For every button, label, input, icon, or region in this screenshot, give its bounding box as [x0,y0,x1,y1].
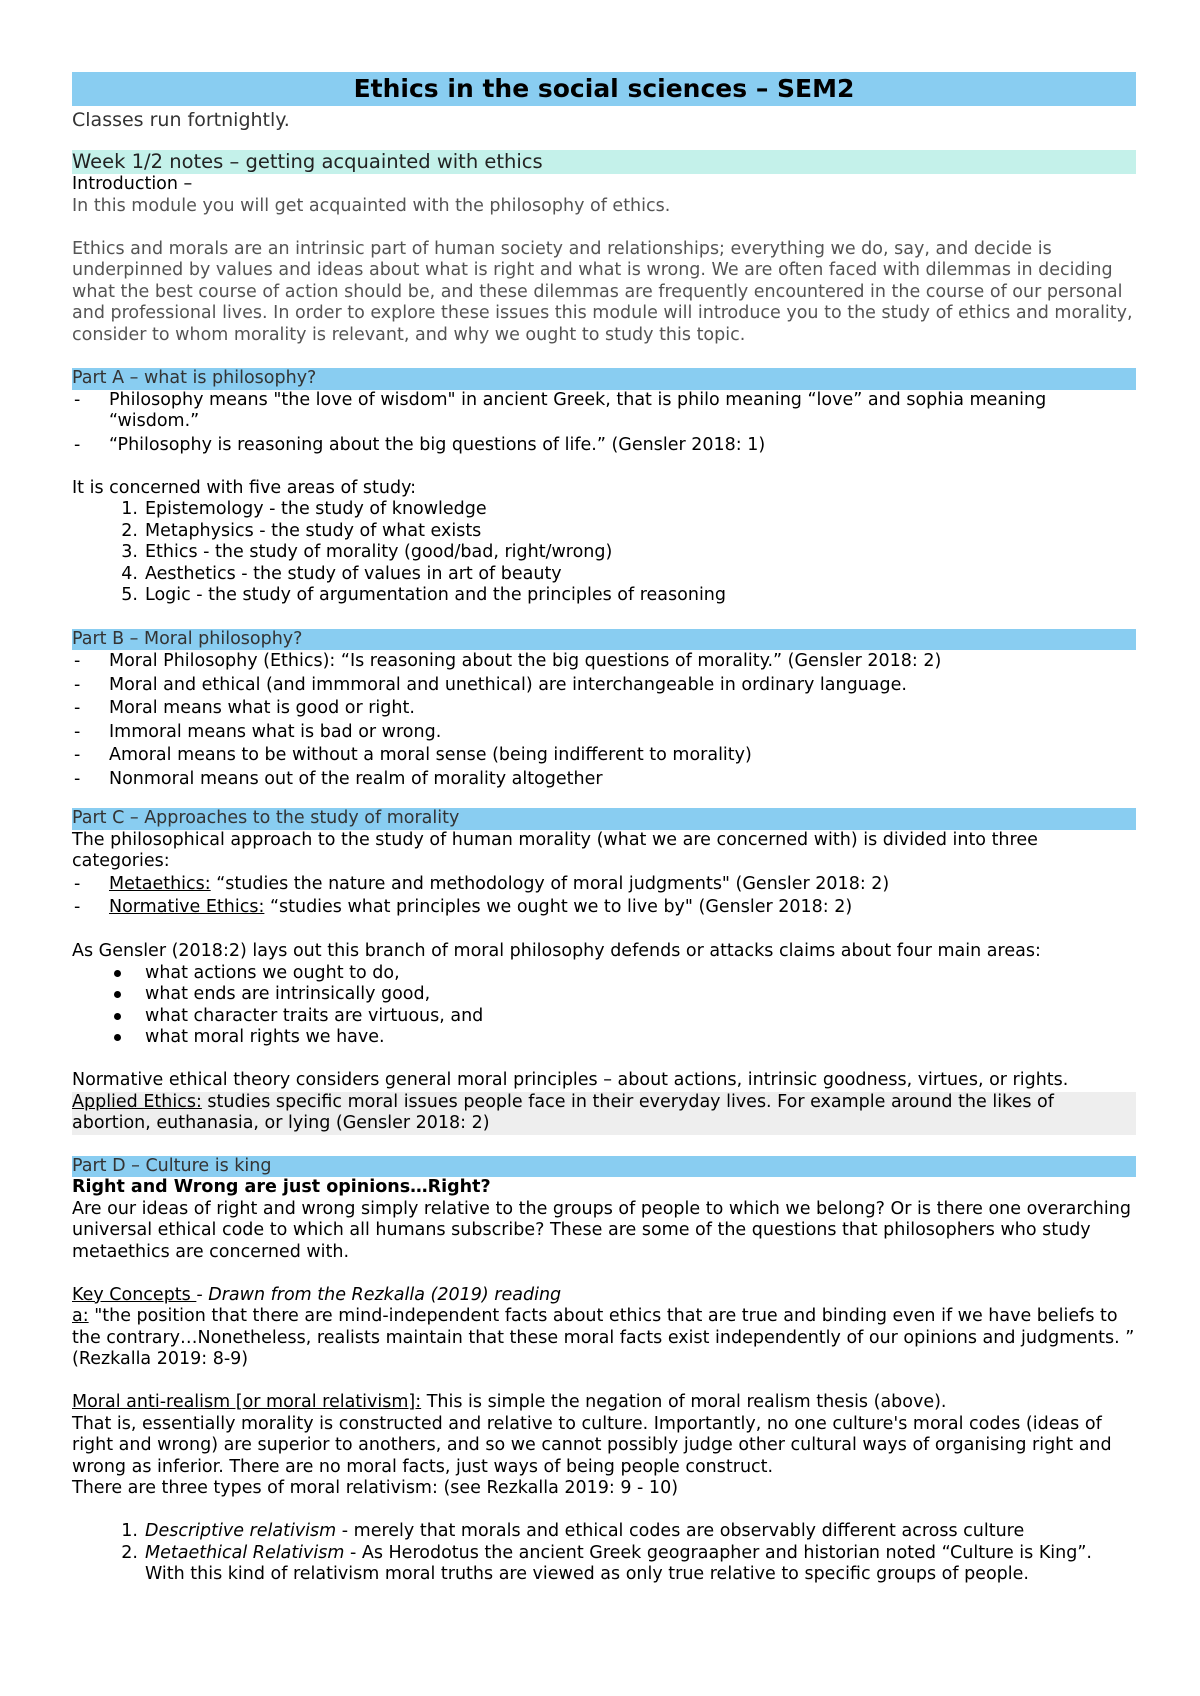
list-item: - Normative Ethics: “studies what principles we ought we to live by" (Gensler 2018: 2) [72,896,1136,920]
list-item: - Immoral means what is bad or wrong. [72,721,1136,745]
list-item: 5. Logic - the study of argumentation and the principles of reasoning [121,585,727,605]
part-c-list [72,873,1136,920]
part-c-areas-intro: As Gensler (2018:2) lays out this branch of moral philosophy defends or attacks claims about four main areas: [72,941,1041,961]
week-heading: Week 1/2 notes – getting acquainted with ethics [72,150,1136,174]
areas-intro: It is concerned with five areas of study: [72,477,417,498]
part-b-heading: Part B – Moral philosophy? [72,629,1136,651]
list-item: 1. Descriptive relativism - merely that morals and ethical codes are observably different across culture [121,1521,1025,1541]
intro-line: In this module you will get acquainted with the philosophy of ethics. [72,195,671,216]
normative-paragraph: Normative ethical theory considers general moral principles – about actions, intrinsic goodness, virtues, or rights. [72,1070,1069,1090]
part-d-intro: Are our ideas of right and wrong simply relative to the groups of people to which we belong? Or is there one overarching universal ethical code to which all humans subscribe? These are some of the questions that philosophers who study metaethics are concerned with. [72,1198,1131,1262]
list-item: - Moral means what is good or right. [72,697,1136,721]
part-a-heading: Part A – what is philosophy? [72,368,1136,390]
part-c-intro: The philosophical approach to the study of human morality (what we are concerned with) is divided into three categories: [72,829,1038,871]
list-item: what actions we ought to do, [72,963,1136,985]
intro-label: Introduction – [72,174,193,194]
part-c-bullets [72,963,1136,1049]
list-item: what character traits are virtuous, and [72,1006,1136,1028]
list-item: 2. Metaphysics - the study of what exists [121,520,482,541]
anti-realism-paragraph: That is, essentially morality is constructed and relative to culture. Importantly, no one culture's moral codes (ideas of right and wrong) are superior to anothers, and so we cannot possibly judge other cultural ways of organising right and wrong as inferior. There are no moral facts, just ways of being people construct. [72,1413,1112,1477]
list-item: - “Philosophy is reasoning about the big questions of life.” (Gensler 2018: 1) [72,435,1136,457]
key-concepts-heading: Key Concepts - Drawn from the Rezkalla (2019) reading [72,1284,562,1305]
relativism-types-intro: There are three types of moral relativism: (see Rezkalla 2019: 9 - 10) [72,1478,679,1498]
intro-paragraph: Ethics and morals are an intrinsic part of human society and relationships; everything we do, say, and decide is underpinned by values and ideas about what is right and what is wrong. We are often faced with dilemmas in deciding what the best course of action should be, and these dilemmas are frequently encountered in the course of our personal and professional lives. In order to explore these issues this module will introduce you to the study of ethics and morality, consider to whom morality is relevant, and why we ought to study this topic. [72,238,1133,345]
list-item: 1. Epistemology - the study of knowledge [121,499,487,519]
document-subtitle: Classes run fortnightly. [72,109,290,131]
moral-realism-definition: a: "the position that there are mind-independent facts about ethics that are true and binding even if we have beliefs to the contrary…Nonetheless, realists maintain that these moral facts exist independently of our opinions and judgments. ” (Rezkalla 2019: 8-9) [72,1306,1135,1369]
list-item: 2. Metaethical Relativism - As Herodotus the ancient Greek geograapher and historian noted “Culture is King”. With this kind of relativism moral truths are viewed as only true relative to specific groups of people. [121,1542,1092,1584]
part-c-heading: Part C – Approaches to the study of morality [72,808,1136,830]
part-b-list [72,650,1136,791]
list-item: what moral rights we have. [72,1027,1136,1049]
list-item: - Amoral means to be without a moral sense (being indifferent to morality) [72,744,1136,768]
list-item: - Moral Philosophy (Ethics): “Is reasoning about the big questions of morality.” (Gensler 2018: 2) [72,650,1136,674]
list-item: - Moral and ethical (and immmoral and unethical) are interchangeable in ordinary language. [72,674,1136,698]
list-item: what ends are intrinsically good, [72,984,1136,1006]
part-d-bold-heading: Right and Wrong are just opinions…Right? [72,1177,491,1197]
list-item: - Nonmoral means out of the realm of morality altogether [72,768,1136,792]
relativism-types-list [72,1521,1136,1586]
document-body [72,72,1136,1586]
list-item: 3. Ethics - the study of morality (good/bad, right/wrong) [121,542,613,562]
anti-realism-definition: Moral anti-realism [or moral relativism]: This is simple the negation of moral realism thesis (above). [72,1392,947,1412]
list-item: - Philosophy means "the love of wisdom" in ancient Greek, that is philo meaning “love” and sophia meaning “wisdom.” [72,390,1136,433]
part-d-heading: Part D – Culture is king [72,1156,1136,1178]
part-a-list [72,390,1136,457]
applied-ethics-paragraph: Applied Ethics: studies specific moral issues people face in their everyday lives. For example around the likes of abortion, euthanasia, or lying (Gensler 2018: 2) [72,1092,1136,1135]
list-item: 4. Aesthetics - the study of values in art of beauty [121,563,562,584]
document-title: Ethics in the social sciences – SEM2 [72,72,1136,106]
areas-list [72,499,1136,607]
list-item: - Metaethics: “studies the nature and methodology of moral judgments" (Gensler 2018: 2) [72,873,1136,897]
